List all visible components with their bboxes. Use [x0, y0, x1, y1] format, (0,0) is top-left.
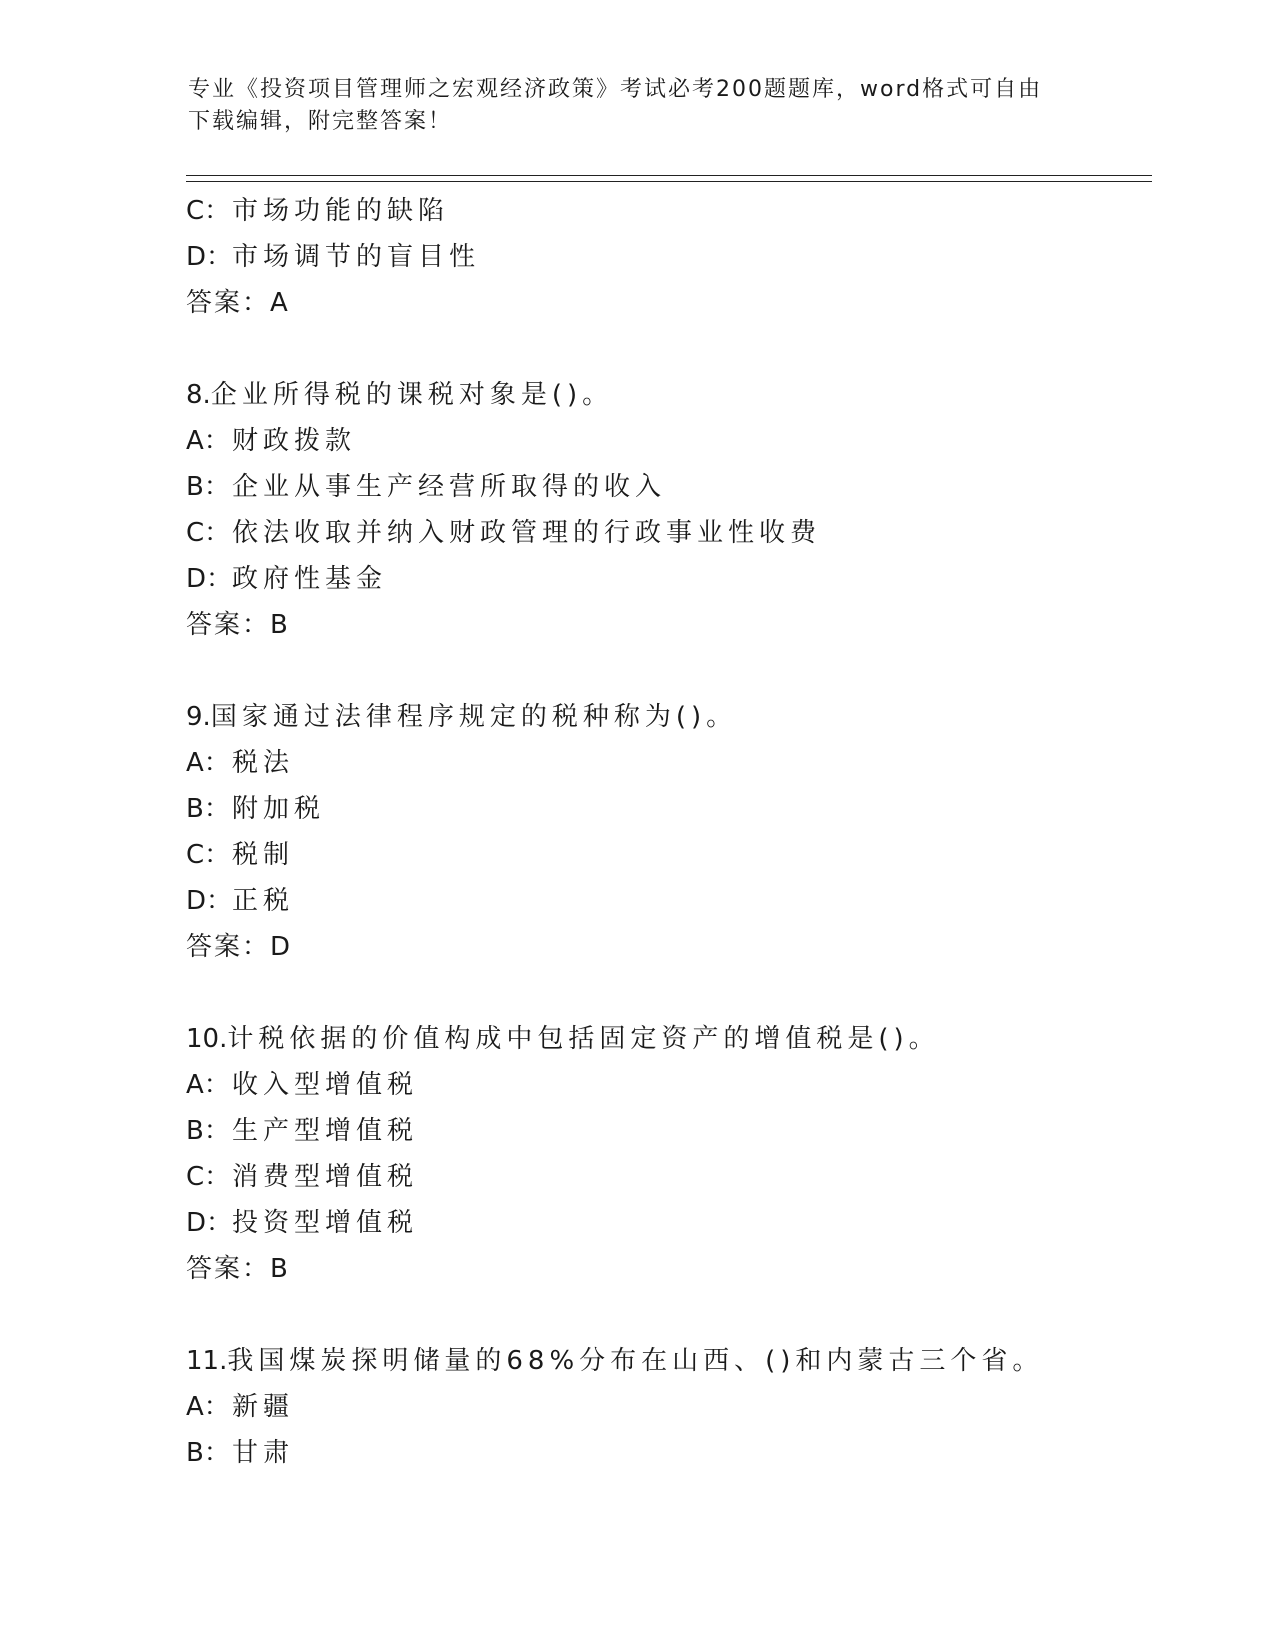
- header-line-2: 下载编辑，附完整答案！: [188, 109, 453, 134]
- option-d: D：政府性基金: [186, 564, 388, 594]
- option-b: B：甘肃: [186, 1438, 295, 1468]
- answer-line: 答案：A: [186, 288, 290, 318]
- header-line-1: 专业《投资项目管理师之宏观经济政策》考试必考200题题库，word格式可自由: [188, 77, 1043, 102]
- option-d: D：投资型增值税: [186, 1208, 419, 1238]
- option-a: A：新疆: [186, 1392, 295, 1422]
- spacer: [186, 1292, 1146, 1338]
- option-c: C：税制: [186, 840, 295, 870]
- option-c: C：市场功能的缺陷: [186, 196, 450, 226]
- question-stem: 10.计税依据的价值构成中包括固定资产的增值税是()。: [186, 1024, 940, 1054]
- answer-line: 答案：B: [186, 610, 290, 640]
- spacer: [186, 326, 1146, 372]
- question-stem: 11.我国煤炭探明储量的68%分布在山西、()和内蒙古三个省。: [186, 1346, 1044, 1376]
- option-a: A：财政拨款: [186, 426, 357, 456]
- option-d: D：正税: [186, 886, 295, 916]
- question-block-8: [186, 372, 1146, 648]
- header-divider-top: [186, 175, 1152, 176]
- option-b: B：生产型增值税: [186, 1116, 419, 1146]
- option-c: C：消费型增值税: [186, 1162, 419, 1192]
- question-block-prev: [186, 188, 1146, 326]
- option-c: C：依法收取并纳入财政管理的行政事业性收费: [186, 518, 822, 548]
- option-a: A：税法: [186, 748, 295, 778]
- option-b: B：企业从事生产经营所取得的收入: [186, 472, 667, 502]
- option-d: D：市场调节的盲目性: [186, 242, 481, 272]
- document-header: [188, 74, 1088, 138]
- answer-line: 答案：B: [186, 1254, 290, 1284]
- spacer: [186, 970, 1146, 1016]
- answer-line: 答案：D: [186, 932, 293, 962]
- option-b: B：附加税: [186, 794, 326, 824]
- question-stem: 9.国家通过法律程序规定的税种称为()。: [186, 702, 738, 732]
- question-block-9: [186, 694, 1146, 970]
- option-a: A：收入型增值税: [186, 1070, 419, 1100]
- question-block-10: [186, 1016, 1146, 1292]
- header-divider-bottom: [186, 181, 1152, 182]
- question-stem: 8.企业所得税的课税对象是()。: [186, 380, 614, 410]
- spacer: [186, 648, 1146, 694]
- question-block-11: [186, 1338, 1146, 1476]
- question-list: [186, 188, 1146, 1476]
